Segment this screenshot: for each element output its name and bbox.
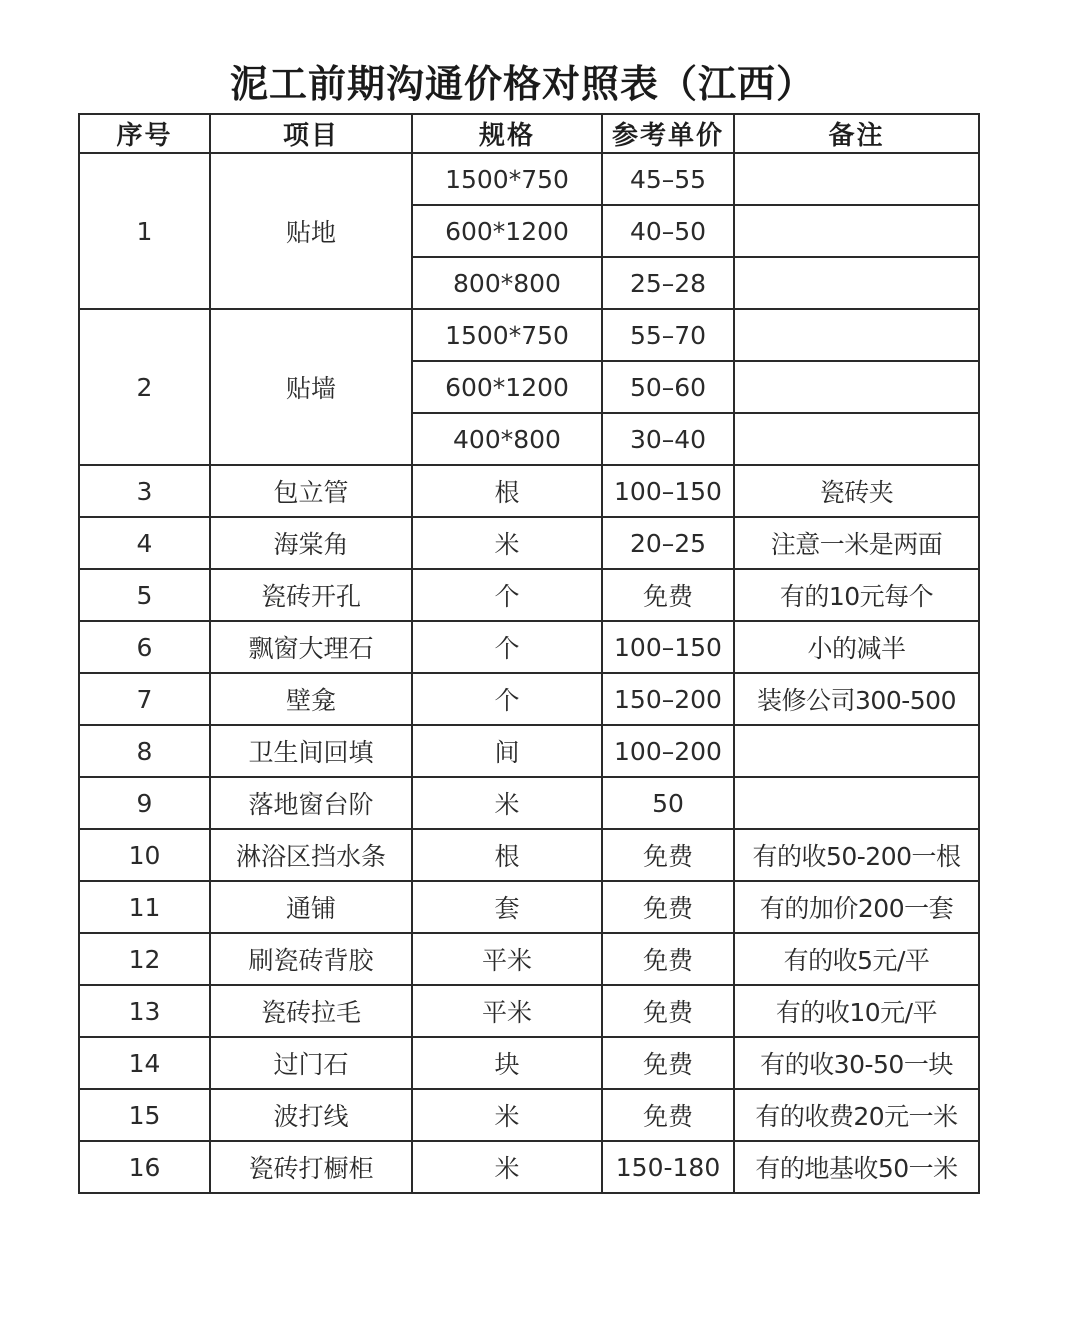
row-note: 有的地基收50一米 xyxy=(734,1141,979,1193)
row-note: 装修公司300-500 xyxy=(734,673,979,725)
table-row xyxy=(79,673,979,725)
row-price: 40–50 xyxy=(602,205,734,257)
row-index: 11 xyxy=(79,881,210,933)
row-price: 150–200 xyxy=(602,673,734,725)
page-title: 泥工前期沟通价格对照表（江西） xyxy=(229,62,815,106)
row-item: 飘窗大理石 xyxy=(210,621,412,673)
row-spec: 米 xyxy=(412,517,602,569)
row-index: 7 xyxy=(79,673,210,725)
row-spec: 米 xyxy=(412,1141,602,1193)
row-item: 通铺 xyxy=(210,881,412,933)
row-item: 包立管 xyxy=(210,465,412,517)
row-note xyxy=(734,361,979,413)
row-spec: 米 xyxy=(412,1089,602,1141)
row-item: 瓷砖拉毛 xyxy=(210,985,412,1037)
row-spec: 平米 xyxy=(412,985,602,1037)
row-item: 波打线 xyxy=(210,1089,412,1141)
row-price: 100–150 xyxy=(602,621,734,673)
row-item: 刷瓷砖背胶 xyxy=(210,933,412,985)
row-price: 30–40 xyxy=(602,413,734,465)
row-note: 有的收5元/平 xyxy=(734,933,979,985)
row-note xyxy=(734,153,979,205)
table-row xyxy=(79,829,979,881)
row-item: 淋浴区挡水条 xyxy=(210,829,412,881)
row-spec: 1500*750 xyxy=(412,153,602,205)
row-spec: 套 xyxy=(412,881,602,933)
row-spec: 平米 xyxy=(412,933,602,985)
row-spec: 米 xyxy=(412,777,602,829)
header-row xyxy=(79,114,979,153)
row-spec: 根 xyxy=(412,465,602,517)
row-note: 有的收费20元一米 xyxy=(734,1089,979,1141)
row-item: 贴墙 xyxy=(210,309,412,465)
table-row xyxy=(79,517,979,569)
header-item: 项目 xyxy=(210,114,412,153)
table-row xyxy=(79,465,979,517)
row-index: 9 xyxy=(79,777,210,829)
header-price: 参考单价 xyxy=(602,114,734,153)
row-spec: 600*1200 xyxy=(412,205,602,257)
table-row xyxy=(79,309,979,361)
row-spec: 块 xyxy=(412,1037,602,1089)
row-index: 16 xyxy=(79,1141,210,1193)
row-spec: 个 xyxy=(412,621,602,673)
row-note xyxy=(734,257,979,309)
row-index: 1 xyxy=(79,153,210,309)
row-spec: 600*1200 xyxy=(412,361,602,413)
row-price: 150-180 xyxy=(602,1141,734,1193)
row-price: 55–70 xyxy=(602,309,734,361)
row-note: 注意一米是两面 xyxy=(734,517,979,569)
row-index: 8 xyxy=(79,725,210,777)
row-index: 15 xyxy=(79,1089,210,1141)
row-price: 免费 xyxy=(602,933,734,985)
row-note: 瓷砖夹 xyxy=(734,465,979,517)
row-price: 100–200 xyxy=(602,725,734,777)
row-note xyxy=(734,309,979,361)
row-spec: 1500*750 xyxy=(412,309,602,361)
row-spec: 个 xyxy=(412,569,602,621)
row-price: 免费 xyxy=(602,1037,734,1089)
row-price: 免费 xyxy=(602,985,734,1037)
table-row xyxy=(79,985,979,1037)
table-row xyxy=(79,725,979,777)
row-item: 壁龛 xyxy=(210,673,412,725)
row-spec: 400*800 xyxy=(412,413,602,465)
row-price: 免费 xyxy=(602,569,734,621)
row-note xyxy=(734,413,979,465)
row-price: 免费 xyxy=(602,881,734,933)
row-note: 有的收10元/平 xyxy=(734,985,979,1037)
row-index: 2 xyxy=(79,309,210,465)
row-price: 50 xyxy=(602,777,734,829)
table-row xyxy=(79,1141,979,1193)
row-index: 4 xyxy=(79,517,210,569)
table-row xyxy=(79,153,979,205)
header-note: 备注 xyxy=(734,114,979,153)
row-item: 过门石 xyxy=(210,1037,412,1089)
row-price: 20–25 xyxy=(602,517,734,569)
row-price: 100–150 xyxy=(602,465,734,517)
table-row xyxy=(79,933,979,985)
table-row xyxy=(79,1037,979,1089)
row-index: 6 xyxy=(79,621,210,673)
row-spec: 间 xyxy=(412,725,602,777)
row-note: 小的减半 xyxy=(734,621,979,673)
table-row xyxy=(79,881,979,933)
row-price: 免费 xyxy=(602,829,734,881)
row-price: 免费 xyxy=(602,1089,734,1141)
row-price: 50–60 xyxy=(602,361,734,413)
row-price: 45–55 xyxy=(602,153,734,205)
row-index: 3 xyxy=(79,465,210,517)
row-index: 13 xyxy=(79,985,210,1037)
row-index: 12 xyxy=(79,933,210,985)
row-index: 14 xyxy=(79,1037,210,1089)
row-note: 有的加价200一套 xyxy=(734,881,979,933)
row-note xyxy=(734,725,979,777)
header-index: 序号 xyxy=(79,114,210,153)
row-note: 有的收30-50一块 xyxy=(734,1037,979,1089)
row-note: 有的10元每个 xyxy=(734,569,979,621)
row-index: 10 xyxy=(79,829,210,881)
header-spec: 规格 xyxy=(412,114,602,153)
price-table xyxy=(78,113,980,1194)
table-row xyxy=(79,777,979,829)
row-note xyxy=(734,205,979,257)
row-note xyxy=(734,777,979,829)
row-spec: 800*800 xyxy=(412,257,602,309)
table-row xyxy=(79,1089,979,1141)
row-item: 海棠角 xyxy=(210,517,412,569)
row-item: 瓷砖打橱柜 xyxy=(210,1141,412,1193)
row-item: 落地窗台阶 xyxy=(210,777,412,829)
row-item: 卫生间回填 xyxy=(210,725,412,777)
table-row xyxy=(79,621,979,673)
table-row xyxy=(79,569,979,621)
row-price: 25–28 xyxy=(602,257,734,309)
row-item: 瓷砖开孔 xyxy=(210,569,412,621)
row-spec: 根 xyxy=(412,829,602,881)
row-spec: 个 xyxy=(412,673,602,725)
row-index: 5 xyxy=(79,569,210,621)
row-note: 有的收50-200一根 xyxy=(734,829,979,881)
row-item: 贴地 xyxy=(210,153,412,309)
